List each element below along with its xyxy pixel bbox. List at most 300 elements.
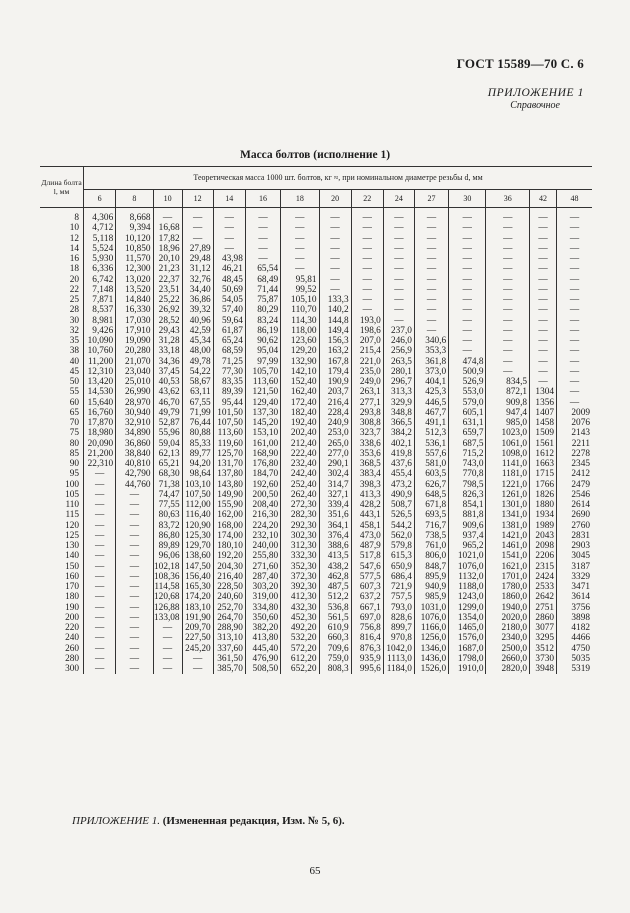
mass-cell: — [245, 244, 280, 254]
mass-cell: 96,06 [153, 551, 182, 561]
length-cell: 130 [65, 541, 80, 551]
length-cell: 85 [69, 448, 80, 459]
mass-cell: — [414, 254, 448, 264]
mass-cell: — [530, 208, 557, 224]
mass-cell: — [213, 234, 245, 244]
mass-cell: 985,9 [414, 592, 448, 602]
mass-cell: 536,8 [319, 603, 351, 613]
mass-cell: 985,0 [486, 418, 530, 428]
mass-cell: 368,5 [351, 459, 383, 469]
mass-cell: 650,9 [383, 562, 414, 572]
mass-cell: — [84, 613, 116, 623]
mass-cell: 209,70 [182, 623, 213, 633]
length-cell: 65 [69, 407, 80, 418]
mass-cell: — [383, 295, 414, 305]
mass-cell: 34,890 [116, 428, 153, 438]
mass-cell: 75,87 [245, 295, 280, 305]
mass-cell: 413,5 [319, 551, 351, 561]
mass-cell: 716,7 [414, 521, 448, 531]
mass-cell: — [449, 264, 486, 274]
table-row [40, 285, 592, 295]
mass-cell: 995,6 [351, 664, 383, 674]
mass-cell: 1561 [530, 439, 557, 449]
table-row [40, 428, 592, 438]
mass-cell: 221,0 [351, 357, 383, 367]
mass-cell: 909,6 [449, 521, 486, 531]
mass-cell: 581,0 [414, 459, 448, 469]
mass-cell: 20,280 [116, 346, 153, 356]
mass-cell: 3614 [557, 592, 592, 602]
mass-cell: 1042,0 [383, 644, 414, 654]
mass-cell: — [530, 336, 557, 346]
mass-cell: 94,20 [182, 459, 213, 469]
length-cell: 18 [69, 264, 80, 275]
mass-cell: 2690 [557, 510, 592, 520]
mass-cell: 237,0 [383, 326, 414, 336]
mass-cell: 252,70 [213, 603, 245, 613]
mass-cell: 17,82 [153, 234, 182, 244]
mass-cell: 721,9 [383, 582, 414, 592]
mass-cell: 15,640 [84, 398, 116, 408]
mass-cell: — [116, 603, 153, 613]
mass-cell: 105,10 [281, 295, 319, 305]
mass-cell: 112,00 [182, 500, 213, 510]
mass-cell: 191,90 [182, 613, 213, 623]
mass-cell: 667,1 [351, 603, 383, 613]
mass-cell: — [281, 223, 319, 233]
mass-cell: 212,40 [281, 439, 319, 449]
mass-cell: — [449, 305, 486, 315]
mass-cell: 99,52 [281, 285, 319, 295]
mass-cell: — [414, 275, 448, 285]
mass-cell: 42,59 [182, 326, 213, 336]
mass-cell: 302,4 [319, 469, 351, 479]
mass-cell: — [281, 234, 319, 244]
mass-cell: 337,60 [213, 644, 245, 654]
diameter-header-cell: 6 [84, 190, 116, 208]
mass-cell: — [116, 541, 153, 551]
mass-cell: 848,7 [414, 562, 448, 572]
mass-cell: 110,70 [281, 305, 319, 315]
mass-cell: — [530, 367, 557, 377]
mass-cell: — [116, 664, 153, 674]
mass-cell: 290,1 [319, 459, 351, 469]
mass-cell: 131,70 [213, 459, 245, 469]
mass-cell: 29,48 [182, 254, 213, 264]
mass-cell: 659,7 [449, 428, 486, 438]
mass-cell: — [557, 275, 592, 285]
mass-cell: — [351, 275, 383, 285]
mass-cell: — [557, 285, 592, 295]
length-cell: 95 [69, 469, 80, 480]
mass-cell: 2315 [530, 562, 557, 572]
mass-cell: 2903 [557, 541, 592, 551]
mass-cell: 603,5 [414, 469, 448, 479]
table-row [40, 644, 592, 654]
mass-cell: 2278 [557, 449, 592, 459]
mass-cell: — [116, 654, 153, 664]
mass-cell: — [245, 223, 280, 233]
mass-cell: — [530, 285, 557, 295]
mass-cell: — [557, 346, 592, 356]
mass-cell: — [84, 633, 116, 643]
mass-cell: — [319, 244, 351, 254]
mass-cell: 14,840 [116, 295, 153, 305]
mass-cell: 137,80 [213, 469, 245, 479]
length-cell: 160 [65, 571, 80, 582]
mass-cell: — [383, 244, 414, 254]
mass-cell: 44,760 [116, 480, 153, 490]
mass-cell: 637,2 [351, 592, 383, 602]
mass-cell: 216,4 [319, 398, 351, 408]
mass-cell: — [213, 244, 245, 254]
mass-cell: — [486, 336, 530, 346]
mass-cell: — [351, 244, 383, 254]
mass-cell: 572,20 [281, 644, 319, 654]
length-cell: 220 [65, 623, 80, 633]
mass-cell: 59,64 [213, 316, 245, 326]
footnote-text: (Измененная редакция, Изм. № 5, 6). [159, 815, 345, 827]
mass-cell: 458,1 [351, 521, 383, 531]
mass-cell: 500,9 [449, 367, 486, 377]
mass-cell: 22,37 [153, 275, 182, 285]
mass-cell: 965,2 [449, 541, 486, 551]
mass-cell: 5319 [557, 664, 592, 674]
mass-cell: 198,6 [351, 326, 383, 336]
mass-cell: 103,10 [182, 480, 213, 490]
mass-cell: — [486, 264, 530, 274]
mass-cell: 192,60 [245, 480, 280, 490]
mass-cell: 49,79 [153, 408, 182, 418]
diameter-header-cell: 22 [351, 190, 383, 208]
mass-cell: 161,00 [245, 439, 280, 449]
mass-cell: 89,89 [153, 541, 182, 551]
mass-cell: 3730 [530, 654, 557, 664]
mass-cell: 18,96 [153, 244, 182, 254]
mass-cell: 372,30 [281, 572, 319, 582]
mass-cell: 65,21 [153, 459, 182, 469]
mass-cell: 203,7 [319, 387, 351, 397]
mass-cell: 432,30 [281, 603, 319, 613]
mass-cell: 192,20 [213, 551, 245, 561]
mass-cell: — [182, 223, 213, 233]
mass-cell: — [414, 316, 448, 326]
mass-cell: 474,8 [449, 357, 486, 367]
mass-cell: 626,7 [414, 480, 448, 490]
mass-cell: 133,3 [319, 295, 351, 305]
mass-cell: 227,50 [182, 633, 213, 643]
length-cell: 100 [65, 479, 80, 490]
mass-cell: — [414, 223, 448, 233]
table-row [40, 316, 592, 326]
mass-cell: 49,78 [182, 357, 213, 367]
mass-cell: 512,3 [414, 428, 448, 438]
length-cell: 105 [65, 489, 80, 500]
mass-cell: 352,30 [281, 562, 319, 572]
mass-cell: 4750 [557, 644, 592, 654]
diameter-header-cell: 42 [530, 190, 557, 208]
table-row [40, 510, 592, 520]
mass-cell: 334,80 [245, 603, 280, 613]
mass-cell: 8,668 [116, 208, 153, 224]
mass-cell: 162,00 [213, 510, 245, 520]
mass-cell: 149,4 [319, 326, 351, 336]
mass-cell: 1181,0 [486, 469, 530, 479]
mass-cell: — [116, 572, 153, 582]
mass-cell: 1780,0 [486, 582, 530, 592]
mass-cell: 2076 [557, 418, 592, 428]
mass-cell: 105,70 [245, 367, 280, 377]
mass-cell: 27,89 [182, 244, 213, 254]
mass-cell: 492,20 [281, 623, 319, 633]
mass-cell: — [530, 264, 557, 274]
mass-cell: 222,40 [281, 449, 319, 459]
mass-cell: 162,40 [281, 387, 319, 397]
mass-cell: 834,5 [486, 377, 530, 387]
mass-cell: — [449, 316, 486, 326]
mass-cell: 71,44 [245, 285, 280, 295]
mass-cell: 228,4 [319, 408, 351, 418]
mass-cell: 89,77 [182, 449, 213, 459]
mass-cell: — [84, 500, 116, 510]
mass-cell: 271,60 [245, 562, 280, 572]
mass-cell: 557,6 [414, 449, 448, 459]
mass-cell: 517,8 [351, 551, 383, 561]
mass-cell: 116,40 [182, 510, 213, 520]
table-row [40, 244, 592, 254]
mass-cell: 255,80 [245, 551, 280, 561]
mass-cell: 114,58 [153, 582, 182, 592]
table-row [40, 613, 592, 623]
mass-cell: 1076,0 [414, 613, 448, 623]
mass-cell: — [351, 208, 383, 224]
table-row [40, 275, 592, 285]
mass-cell: 98,64 [182, 469, 213, 479]
mass-cell: 5,118 [84, 234, 116, 244]
length-cell: 260 [65, 643, 80, 654]
mass-cell: 3045 [557, 551, 592, 561]
mass-cell: 419,8 [383, 449, 414, 459]
length-cell: 120 [65, 520, 80, 531]
mass-cell: — [245, 208, 280, 224]
mass-cell: — [319, 264, 351, 274]
mass-cell: — [383, 208, 414, 224]
mass-cell: — [449, 223, 486, 233]
length-cell: 240 [65, 633, 80, 644]
mass-cell: 101,50 [213, 408, 245, 418]
table-row [40, 541, 592, 551]
mass-cell: 2533 [530, 582, 557, 592]
standard-header: ГОСТ 15589—70 С. 6 [456, 56, 584, 71]
mass-cell: — [116, 551, 153, 561]
mass-cell: 3471 [557, 582, 592, 592]
mass-cell: 761,0 [414, 541, 448, 551]
mass-cell: 19,090 [116, 336, 153, 346]
mass-cell: 2098 [530, 541, 557, 551]
mass-cell: — [486, 275, 530, 285]
mass-cell: 437,6 [383, 459, 414, 469]
mass-cell: 361,50 [213, 654, 245, 664]
mass-cell: 165,30 [182, 582, 213, 592]
mass-cell: — [383, 234, 414, 244]
mass-cell: 1301,0 [486, 500, 530, 510]
mass-cell: 118,00 [281, 326, 319, 336]
table-row [40, 357, 592, 367]
mass-cell: 1098,0 [486, 449, 530, 459]
mass-cell: 3187 [557, 562, 592, 572]
mass-cell: 54,22 [182, 367, 213, 377]
mass-cell: — [530, 234, 557, 244]
mass-cell: 1436,0 [414, 654, 448, 664]
mass-cell: 1243,0 [449, 592, 486, 602]
mass-cell: — [557, 208, 592, 224]
mass-cell: — [557, 244, 592, 254]
mass-cell: — [84, 562, 116, 572]
mass-cell: 508,7 [383, 500, 414, 510]
mass-cell: 6,336 [84, 264, 116, 274]
mass-cell: 1715 [530, 469, 557, 479]
mass-cell: 2043 [530, 531, 557, 541]
mass-cell: 292,30 [281, 521, 319, 531]
mass-cell: 338,6 [351, 439, 383, 449]
mass-cell: 561,5 [319, 613, 351, 623]
mass-cell: 553,0 [449, 387, 486, 397]
mass-cell: — [530, 295, 557, 305]
mass-cell: — [557, 264, 592, 274]
table-row [40, 469, 592, 479]
mass-cell: 1860,0 [486, 592, 530, 602]
table-row [40, 500, 592, 510]
mass-cell: 71,99 [182, 408, 213, 418]
length-cell: 190 [65, 602, 80, 613]
mass-cell: — [486, 357, 530, 367]
mass-cell: 129,70 [182, 541, 213, 551]
mass-cell: 312,30 [281, 541, 319, 551]
mass-cell: 256,9 [383, 346, 414, 356]
mass-cell: 129,40 [245, 398, 280, 408]
mass-cell: 909,8 [486, 398, 530, 408]
table-row [40, 387, 592, 397]
mass-cell: 97,99 [245, 357, 280, 367]
mass-cell: — [319, 223, 351, 233]
mass-cell: — [153, 654, 182, 664]
mass-cell: — [116, 562, 153, 572]
mass-cell: 1113,0 [383, 654, 414, 664]
mass-cell: 184,70 [245, 469, 280, 479]
mass-cell: 1061,0 [486, 439, 530, 449]
mass-cell: 30,940 [116, 408, 153, 418]
mass-cell: 2206 [530, 551, 557, 561]
mass-cell: 3756 [557, 603, 592, 613]
mass-cell: — [116, 592, 153, 602]
table-row [40, 664, 592, 674]
mass-cell: 43,62 [153, 387, 182, 397]
mass-cell: 743,0 [449, 459, 486, 469]
length-cell: 140 [65, 551, 80, 562]
mass-cell: 80,88 [182, 428, 213, 438]
mass-cell: 348,8 [383, 408, 414, 418]
mass-cell: — [557, 316, 592, 326]
mass-cell: — [414, 244, 448, 254]
length-cell: 200 [65, 612, 80, 623]
mass-cell: 17,870 [84, 418, 116, 428]
mass-cell: 155,90 [213, 500, 245, 510]
mass-cell: 562,0 [383, 531, 414, 541]
mass-cell: 83,35 [213, 377, 245, 387]
mass-cell: 402,1 [383, 439, 414, 449]
mass-cell: 2424 [530, 572, 557, 582]
mass-cell: 770,8 [449, 469, 486, 479]
mass-cell: 193,0 [351, 316, 383, 326]
mass-cell: 738,5 [414, 531, 448, 541]
mass-cell: — [84, 654, 116, 664]
mass-cell: 107,50 [213, 418, 245, 428]
mass-cell: 156,3 [319, 336, 351, 346]
mass-cell: — [530, 316, 557, 326]
mass-cell: 232,40 [281, 459, 319, 469]
mass-cell: 65,54 [245, 264, 280, 274]
table-row [40, 408, 592, 418]
mass-cell: 443,1 [351, 510, 383, 520]
mass-cell: — [414, 285, 448, 295]
mass-cell: 1221,0 [486, 480, 530, 490]
mass-cell: — [449, 234, 486, 244]
table-row [40, 336, 592, 346]
mass-cell: — [153, 208, 182, 224]
mass-cell: 42,790 [116, 469, 153, 479]
length-cell: 30 [69, 315, 80, 326]
length-cell: 12 [69, 233, 80, 244]
length-cell: 20 [69, 274, 80, 285]
length-cell: 14 [69, 243, 80, 254]
mass-cell: 490,9 [383, 490, 414, 500]
mass-cell: 8,981 [84, 316, 116, 326]
mass-cell: 39,32 [182, 305, 213, 315]
appendix-subtitle: Справочное [510, 100, 560, 111]
mass-cell: 77,55 [153, 500, 182, 510]
mass-cell: — [116, 582, 153, 592]
bolt-mass-table [40, 166, 592, 674]
mass-cell: — [281, 254, 319, 264]
mass-cell: 947,4 [486, 408, 530, 418]
length-cell: 16 [69, 254, 80, 264]
mass-cell: 9,426 [84, 326, 116, 336]
mass-cell: 473,2 [383, 480, 414, 490]
mass-cell: 899,7 [383, 623, 414, 633]
table-row [40, 208, 592, 224]
length-cell: 180 [65, 592, 80, 603]
diameter-header-cell: 20 [319, 190, 351, 208]
table-row [40, 377, 592, 387]
mass-cell: 46,70 [153, 398, 182, 408]
mass-cell: 102,18 [153, 562, 182, 572]
mass-cell: 144,8 [319, 316, 351, 326]
mass-cell: — [557, 367, 592, 377]
mass-cell: 120,68 [153, 592, 182, 602]
mass-cell: 329,9 [383, 398, 414, 408]
mass-cell: 544,2 [383, 521, 414, 531]
mass-cell: 43,98 [213, 254, 245, 264]
mass-cell: 228,50 [213, 582, 245, 592]
table-row [40, 592, 592, 602]
mass-cell: 3295 [530, 633, 557, 643]
mass-cell: 10,090 [84, 336, 116, 346]
mass-cell: — [351, 223, 383, 233]
mass-cell: — [530, 326, 557, 336]
mass-cell: 208,40 [245, 500, 280, 510]
mass-cell: 129,20 [281, 346, 319, 356]
mass-cell: — [414, 326, 448, 336]
